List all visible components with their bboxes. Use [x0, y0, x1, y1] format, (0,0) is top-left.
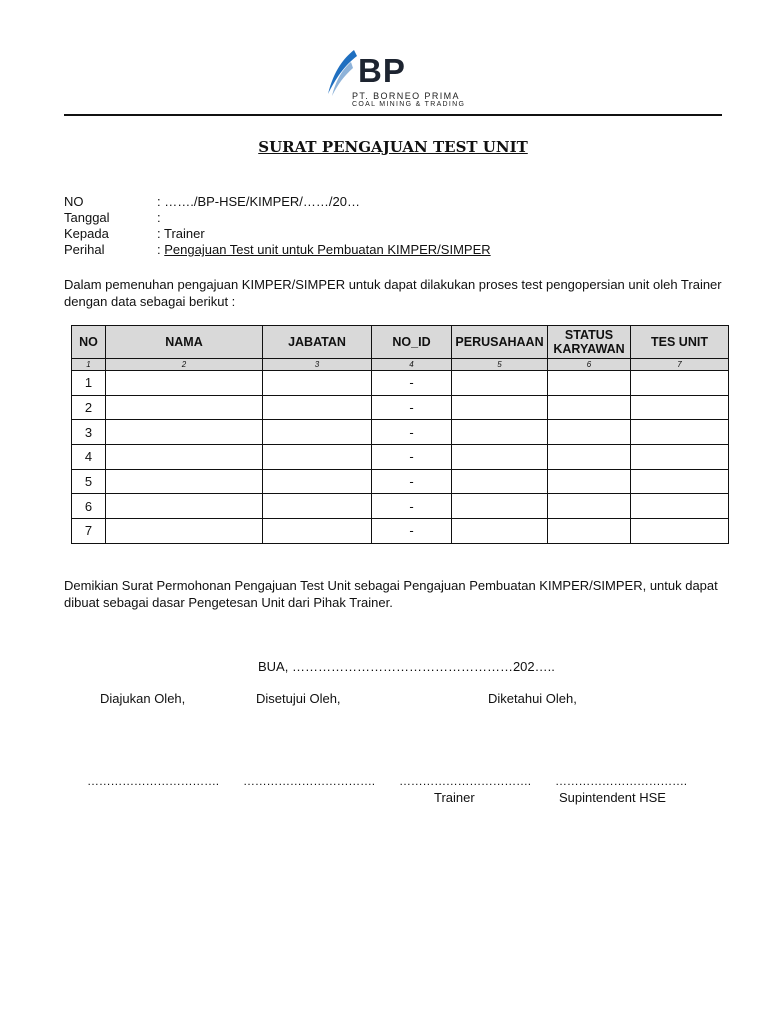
cell-tes-unit — [631, 395, 729, 420]
signature-line-trainer: ……………………………. — [399, 774, 531, 788]
header-no: NO — [72, 326, 106, 359]
cell-nama — [106, 395, 263, 420]
table-row — [72, 420, 729, 445]
company-logo — [324, 48, 464, 110]
column-number: 6 — [548, 359, 631, 371]
tanggal-value: : — [157, 210, 161, 225]
tanggal-label: Tanggal — [64, 210, 110, 225]
logo-company-name: PT. BORNEO PRIMA — [352, 91, 460, 101]
cell-jabatan — [263, 519, 372, 544]
column-number: 3 — [263, 359, 372, 371]
perihal-label: Perihal — [64, 242, 105, 257]
perihal-value: Pengajuan Test unit untuk Pembuatan KIMPER/SIMPER — [164, 242, 491, 257]
cell-status-karyawan — [548, 371, 631, 396]
header-jabatan: JABATAN — [263, 326, 372, 359]
cell-perusahaan — [452, 371, 548, 396]
header-divider — [64, 114, 722, 116]
cell-status-karyawan — [548, 420, 631, 445]
cell-status-karyawan — [548, 494, 631, 519]
diajukan-label: Diajukan Oleh, — [100, 691, 186, 706]
column-number: 5 — [452, 359, 548, 371]
closing-paragraph: Demikian Surat Permohonan Pengajuan Test Unit sebagai Pengajuan Pembuatan KIMPER/SIMPER, untuk dapat dibuat sebagai dasar Pengetesan Unit dari Pihak Trainer. — [64, 578, 718, 610]
cell-jabatan — [263, 494, 372, 519]
column-number: 1 — [72, 359, 106, 371]
cell-status-karyawan — [548, 519, 631, 544]
hse-caption: Supintendent HSE — [559, 790, 666, 805]
header-nama: NAMA — [106, 326, 263, 359]
kepada-value: : Trainer — [157, 226, 205, 241]
cell-nama — [106, 469, 263, 494]
no-value: : ……./BP-HSE/KIMPER/……/20… — [157, 194, 360, 209]
disetujui-label: Disetujui Oleh, — [256, 691, 341, 706]
cell-perusahaan — [452, 469, 548, 494]
table-row — [72, 445, 729, 470]
table-row — [72, 395, 729, 420]
perihal-field — [157, 242, 491, 257]
cell-no: 4 — [72, 445, 106, 470]
cell-perusahaan — [452, 445, 548, 470]
cell-nama — [106, 371, 263, 396]
cell-perusahaan — [452, 519, 548, 544]
cell-no-id: - — [372, 395, 452, 420]
cell-jabatan — [263, 395, 372, 420]
cell-no-id: - — [372, 420, 452, 445]
table-row — [72, 519, 729, 544]
cell-no-id: - — [372, 494, 452, 519]
cell-no: 5 — [72, 469, 106, 494]
cell-no: 7 — [72, 519, 106, 544]
cell-jabatan — [263, 445, 372, 470]
cell-nama — [106, 420, 263, 445]
cell-nama — [106, 494, 263, 519]
cell-tes-unit — [631, 445, 729, 470]
cell-status-karyawan — [548, 469, 631, 494]
logo-tagline: COAL MINING & TRADING — [352, 101, 466, 108]
document-title: SURAT PENGAJUAN TEST UNIT — [258, 138, 528, 156]
table-row — [72, 371, 729, 396]
cell-status-karyawan — [548, 395, 631, 420]
cell-no: 2 — [72, 395, 106, 420]
cell-jabatan — [263, 420, 372, 445]
cell-perusahaan — [452, 494, 548, 519]
cell-no-id: - — [372, 445, 452, 470]
cell-tes-unit — [631, 420, 729, 445]
cell-perusahaan — [452, 395, 548, 420]
cell-jabatan — [263, 371, 372, 396]
column-number: 2 — [106, 359, 263, 371]
cell-tes-unit — [631, 469, 729, 494]
cell-tes-unit — [631, 519, 729, 544]
table-header-row — [72, 326, 729, 359]
cell-nama — [106, 445, 263, 470]
cell-no-id: - — [372, 469, 452, 494]
header-tes-unit: TES UNIT — [631, 326, 729, 359]
cell-no: 1 — [72, 371, 106, 396]
kepada-label: Kepada — [64, 226, 109, 241]
participant-table — [71, 325, 729, 544]
header-no-id: NO_ID — [372, 326, 452, 359]
cell-status-karyawan — [548, 445, 631, 470]
no-label: NO — [64, 194, 84, 209]
diketahui-label: Diketahui Oleh, — [488, 691, 577, 706]
trainer-caption: Trainer — [434, 790, 475, 805]
header-status-karyawan: STATUS KARYAWAN — [548, 326, 631, 359]
column-number-row — [72, 359, 729, 371]
cell-no-id: - — [372, 371, 452, 396]
place-date: BUA, ……………………………………………202….. — [258, 659, 555, 674]
table-row — [72, 494, 729, 519]
cell-jabatan — [263, 469, 372, 494]
signature-line-disetujui: ……………………………. — [243, 774, 375, 788]
cell-tes-unit — [631, 371, 729, 396]
perihal-colon: : — [157, 242, 161, 257]
signature-line-hse: ……………………………. — [555, 774, 687, 788]
cell-no-id: - — [372, 519, 452, 544]
cell-tes-unit — [631, 494, 729, 519]
column-number: 4 — [372, 359, 452, 371]
table-row — [72, 469, 729, 494]
intro-paragraph: Dalam pemenuhan pengajuan KIMPER/SIMPER untuk dapat dilakukan proses test pengopersian unit oleh Trainer dengan data sebagai berikut : — [64, 277, 722, 309]
header-perusahaan: PERUSAHAAN — [452, 326, 548, 359]
cell-perusahaan — [452, 420, 548, 445]
cell-no: 6 — [72, 494, 106, 519]
logo-brand-mark: BP — [358, 52, 406, 89]
signature-line-diajukan: ……………………………. — [87, 774, 219, 788]
column-number: 7 — [631, 359, 729, 371]
cell-nama — [106, 519, 263, 544]
cell-no: 3 — [72, 420, 106, 445]
